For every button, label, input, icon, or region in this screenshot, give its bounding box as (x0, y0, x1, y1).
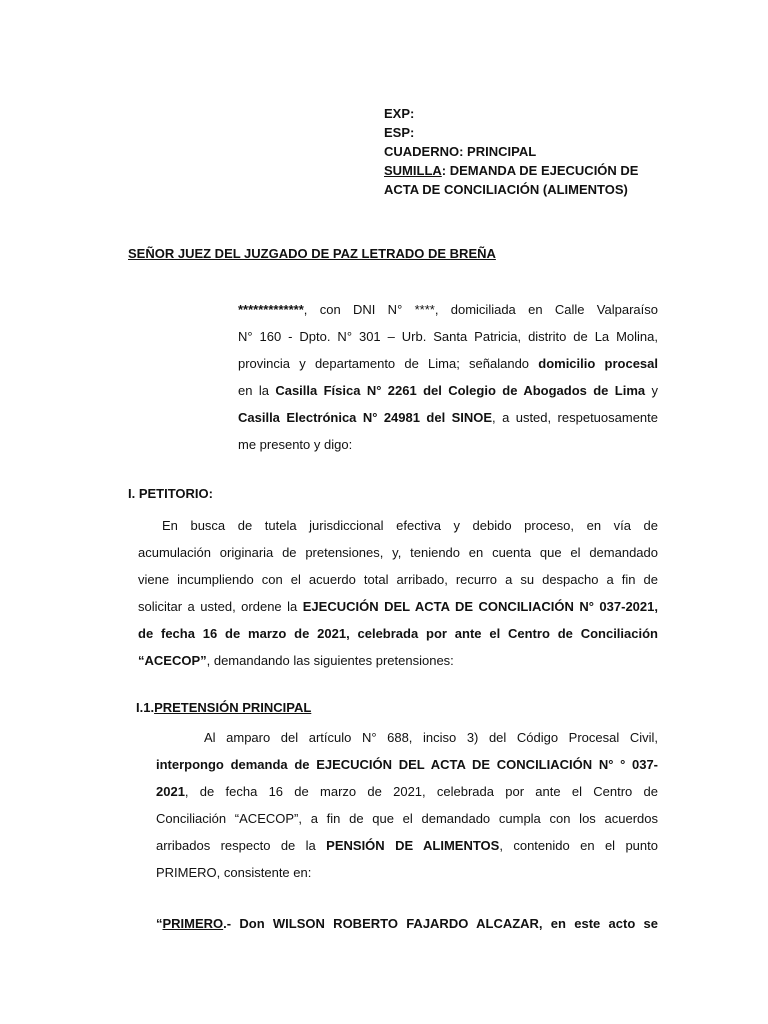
sumilla-text: : DEMANDA DE EJECUCIÓN DE (441, 163, 639, 178)
petitorio-line-2: acumulación originaria de pretensiones, y, teniendo en cuenta que el demandado (138, 545, 658, 560)
intro-paragraph (238, 296, 658, 458)
intro-line-4: en la Casilla Física N° 2261 del Colegio de Abogados de Lima y (238, 383, 658, 398)
quote-line-1: “PRIMERO.- Don WILSON ROBERTO FAJARDO ALCAZAR, en este acto se (156, 916, 658, 931)
intro-line-2: N° 160 - Dpto. N° 301 – Urb. Santa Patricia, distrito de La Molina, (238, 329, 658, 344)
petitorio-line-6: “ACECOP”, demandando las siguientes pretensiones: (138, 653, 454, 668)
pretension-paragraph (156, 724, 658, 886)
sumilla-line (384, 161, 638, 180)
sumilla-line-2: ACTA DE CONCILIACIÓN (ALIMENTOS) (384, 182, 628, 197)
subsection-title: I.1.PRETENSIÓN PRINCIPAL (136, 700, 312, 715)
cuaderno-label: CUADERNO: PRINCIPAL (384, 144, 537, 159)
pretension-line-1: Al amparo del artículo N° 688, inciso 3) del Código Procesal Civil, (204, 730, 658, 745)
petitorio-paragraph (138, 512, 658, 674)
petitorio-line-4: solicitar a usted, ordene la EJECUCIÓN DEL ACTA DE CONCILIACIÓN N° 037-2021, (138, 599, 658, 614)
intro-line-1: *************, con DNI N° ****, domiciliada en Calle Valparaíso (238, 302, 658, 317)
case-header (384, 104, 638, 199)
pretension-line-4: Conciliación “ACECOP”, a fin de que el demandado cumpla con los acuerdos (156, 811, 658, 826)
petitorio-line-5: de fecha 16 de marzo de 2021, celebrada por ante el Centro de Conciliación (138, 626, 658, 641)
quote-paragraph (156, 910, 658, 937)
addressee: SEÑOR JUEZ DEL JUZGADO DE PAZ LETRADO DE BREÑA (128, 246, 496, 261)
petitorio-line-1: En busca de tutela jurisdiccional efectiva y debido proceso, en vía de (162, 518, 658, 533)
sumilla-label: SUMILLA (384, 163, 442, 178)
intro-line-3: provincia y departamento de Lima; señalando domicilio procesal (238, 356, 658, 371)
esp-label: ESP: (384, 125, 415, 140)
pretension-line-2: interpongo demanda de EJECUCIÓN DEL ACTA DE CONCILIACIÓN N° ° 037- (156, 757, 658, 772)
section-title-petitorio: I. PETITORIO: (128, 486, 213, 501)
intro-line-6: me presento y digo: (238, 437, 353, 452)
petitorio-line-3: viene incumpliendo con el acuerdo total arribado, recurro a su despacho a fin de (138, 572, 658, 587)
pretension-line-5: arribados respecto de la PENSIÓN DE ALIMENTOS, contenido en el punto (156, 838, 658, 853)
pretension-line-3: 2021, de fecha 16 de marzo de 2021, celebrada por ante el Centro de (156, 784, 658, 799)
intro-line-5: Casilla Electrónica N° 24981 del SINOE, a usted, respetuosamente (238, 410, 658, 425)
pretension-line-6: PRIMERO, consistente en: (156, 865, 312, 880)
exp-label: EXP: (384, 106, 415, 121)
